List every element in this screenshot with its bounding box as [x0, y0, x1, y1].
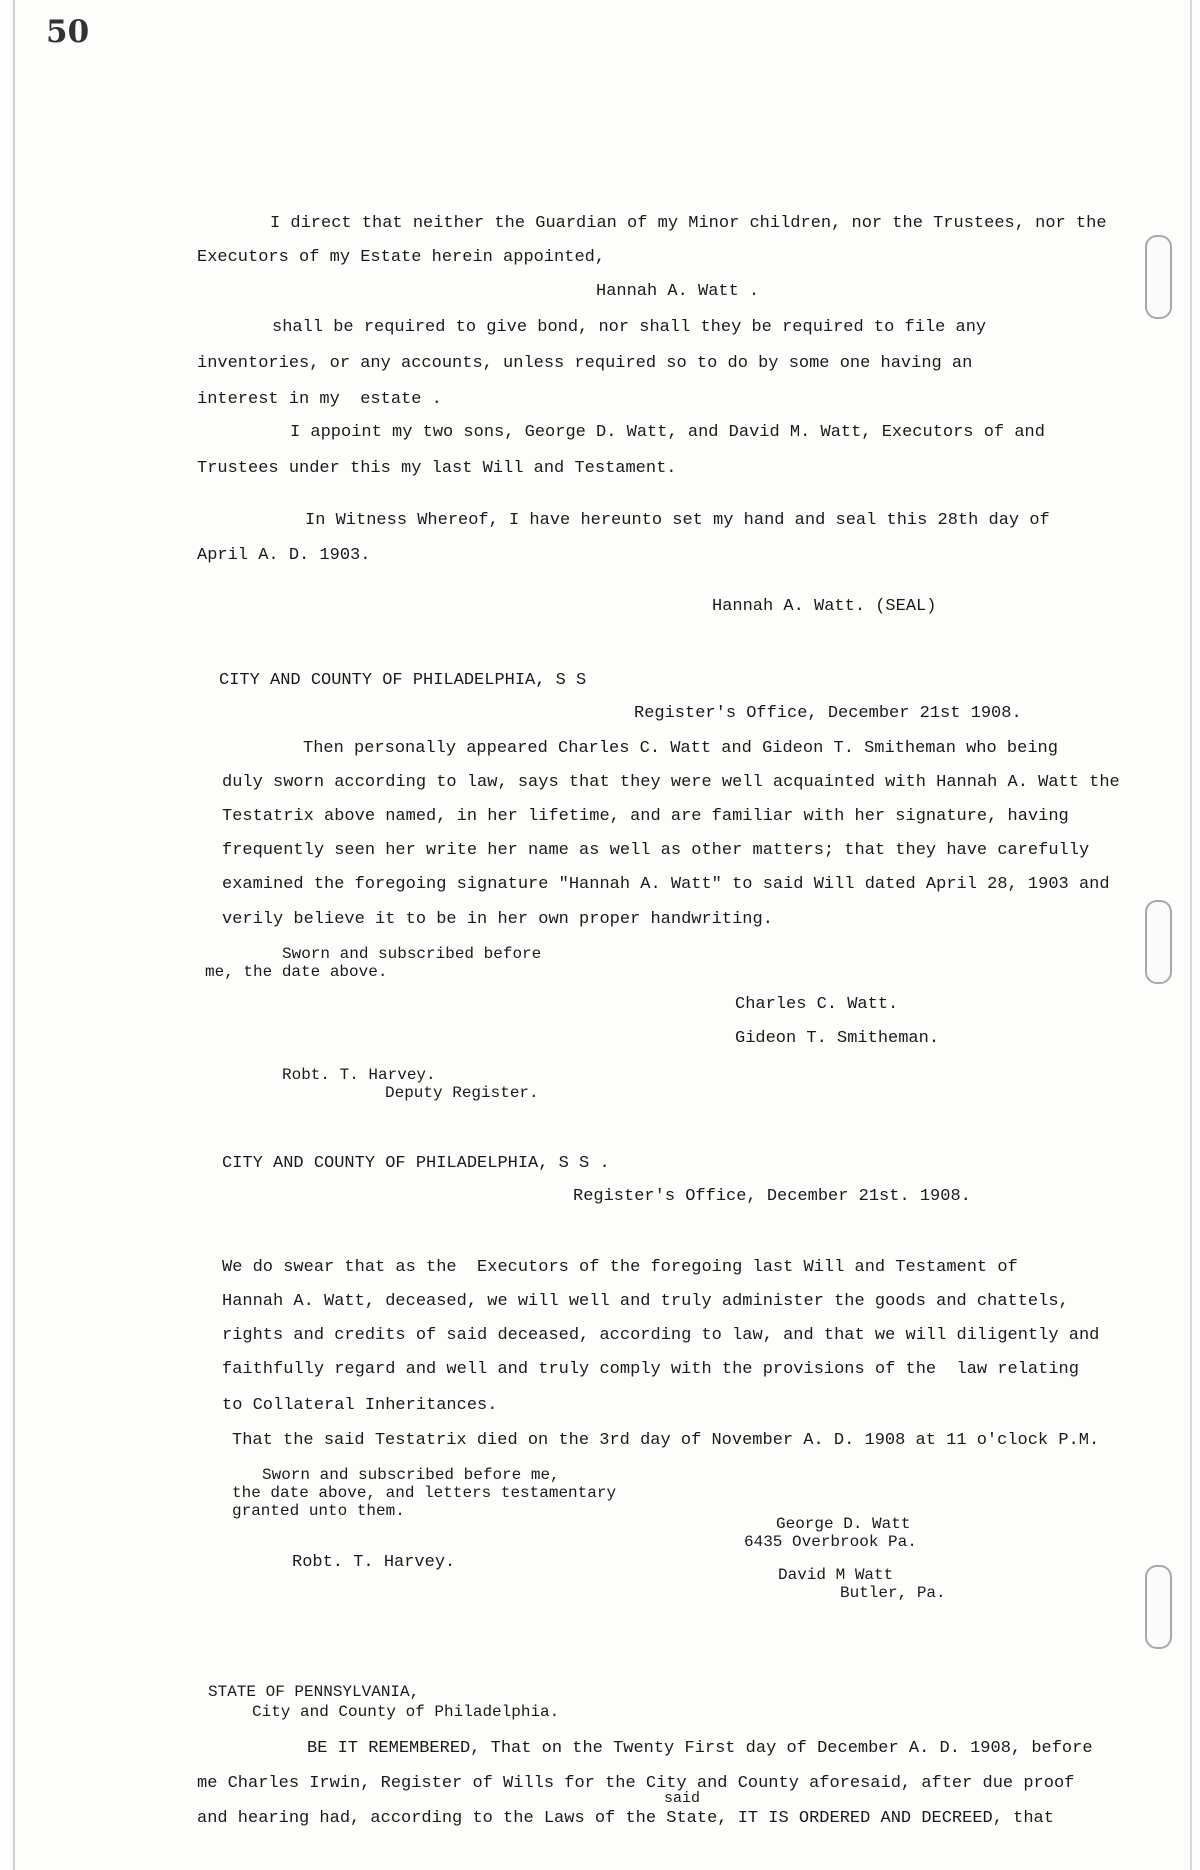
affidavit-1-sworn-1: Sworn and subscribed before: [282, 945, 542, 963]
affidavit-1-body-5: examined the foregoing signature "Hannah A. Watt" to said Will dated April 28, 1903 and: [222, 875, 1110, 894]
death-statement: That the said Testatrix died on the 3rd day of November A. D. 1908 at 11 o'clock P.M.: [232, 1431, 1100, 1450]
affidavit-2-sworn-2: the date above, and letters testamentary: [232, 1484, 617, 1502]
executor-1-name: George D. Watt: [776, 1515, 911, 1533]
affidavit-1-body-6: verily believe it to be in her own proper handwriting.: [222, 910, 773, 929]
decree-heading-2: City and County of Philadelphia.: [252, 1703, 560, 1721]
punch-hole-bottom: [1145, 1565, 1172, 1649]
executor-2-name: David M Watt: [778, 1566, 894, 1584]
bond-line-1: I direct that neither the Guardian of my Minor children, nor the Trustees, nor the: [270, 214, 1107, 233]
affidavit-2-body-3: rights and credits of said deceased, according to law, and that we will diligently and: [222, 1326, 1100, 1345]
affidavit-1-body-2: duly sworn according to law, says that they were well acquainted with Hannah A. Watt the: [222, 773, 1120, 792]
punch-hole-top: [1145, 235, 1172, 319]
bond-name: Hannah A. Watt .: [596, 282, 760, 301]
affidavit-2-register-name: Robt. T. Harvey.: [292, 1553, 456, 1572]
executor-2-address: Butler, Pa.: [840, 1584, 946, 1602]
appoint-line-1: I appoint my two sons, George D. Watt, and David M. Watt, Executors of and: [290, 423, 1045, 442]
page-number: 50: [46, 14, 90, 50]
right-page-edge: [1190, 0, 1192, 1870]
affidavit-1-body-3: Testatrix above named, in her lifetime, and are familiar with her signature, having: [222, 807, 1069, 826]
left-page-edge: [13, 0, 15, 1870]
affidavit-2-body-5: to Collateral Inheritances.: [222, 1396, 498, 1415]
decree-body-1: BE IT REMEMBERED, That on the Twenty First day of December A. D. 1908, before: [307, 1739, 1093, 1758]
signer-1: Charles C. Watt.: [735, 995, 899, 1014]
bond-line-3: shall be required to give bond, nor shall they be required to file any: [272, 318, 987, 337]
executor-1-address: 6435 Overbrook Pa.: [744, 1533, 917, 1551]
bond-line-4: inventories, or any accounts, unless required so to do by some one having an: [197, 354, 973, 373]
affidavit-2-heading: CITY AND COUNTY OF PHILADELPHIA, S S .: [222, 1154, 610, 1173]
affidavit-2-office: Register's Office, December 21st. 1908.: [573, 1187, 971, 1206]
affidavit-2-body-2: Hannah A. Watt, deceased, we will well and truly administer the goods and chattels,: [222, 1292, 1069, 1311]
affidavit-2-body-4: faithfully regard and well and truly comply with the provisions of the law relating: [222, 1360, 1079, 1379]
affidavit-2-body-1: We do swear that as the Executors of the foregoing last Will and Testament of: [222, 1258, 1018, 1277]
decree-body-2: me Charles Irwin, Register of Wills for the City and County aforesaid, after due proof: [197, 1774, 1075, 1793]
decree-inserted-word: said: [664, 1790, 701, 1807]
punch-hole-middle: [1145, 900, 1172, 984]
affidavit-2-sworn-3: granted unto them.: [232, 1502, 405, 1520]
affidavit-1-office: Register's Office, December 21st 1908.: [634, 704, 1022, 723]
appoint-line-2: Trustees under this my last Will and Testament.: [197, 459, 677, 478]
decree-body-3: and hearing had, according to the Laws of the State, IT IS ORDERED AND DECREED, that: [197, 1809, 1054, 1828]
affidavit-1-heading: CITY AND COUNTY OF PHILADELPHIA, S S: [219, 671, 587, 690]
bond-line-5: interest in my estate .: [197, 390, 442, 409]
decree-heading-1: STATE OF PENNSYLVANIA,: [208, 1683, 420, 1701]
affidavit-2-sworn-1: Sworn and subscribed before me,: [262, 1466, 560, 1484]
affidavit-1-body-1: Then personally appeared Charles C. Watt and Gideon T. Smitheman who being: [303, 739, 1058, 758]
bond-line-2: Executors of my Estate herein appointed,: [197, 248, 606, 267]
affidavit-1-register-title: Deputy Register.: [385, 1084, 539, 1102]
affidavit-1-sworn-2: me, the date above.: [205, 963, 388, 981]
witness-line-1: In Witness Whereof, I have hereunto set my hand and seal this 28th day of: [305, 511, 1050, 530]
signer-2: Gideon T. Smitheman.: [735, 1029, 940, 1048]
witness-line-2: April A. D. 1903.: [197, 546, 371, 565]
testator-signature: Hannah A. Watt. (SEAL): [712, 597, 937, 616]
affidavit-1-register-name: Robt. T. Harvey.: [282, 1066, 436, 1084]
affidavit-1-body-4: frequently seen her write her name as well as other matters; that they have carefully: [222, 841, 1090, 860]
